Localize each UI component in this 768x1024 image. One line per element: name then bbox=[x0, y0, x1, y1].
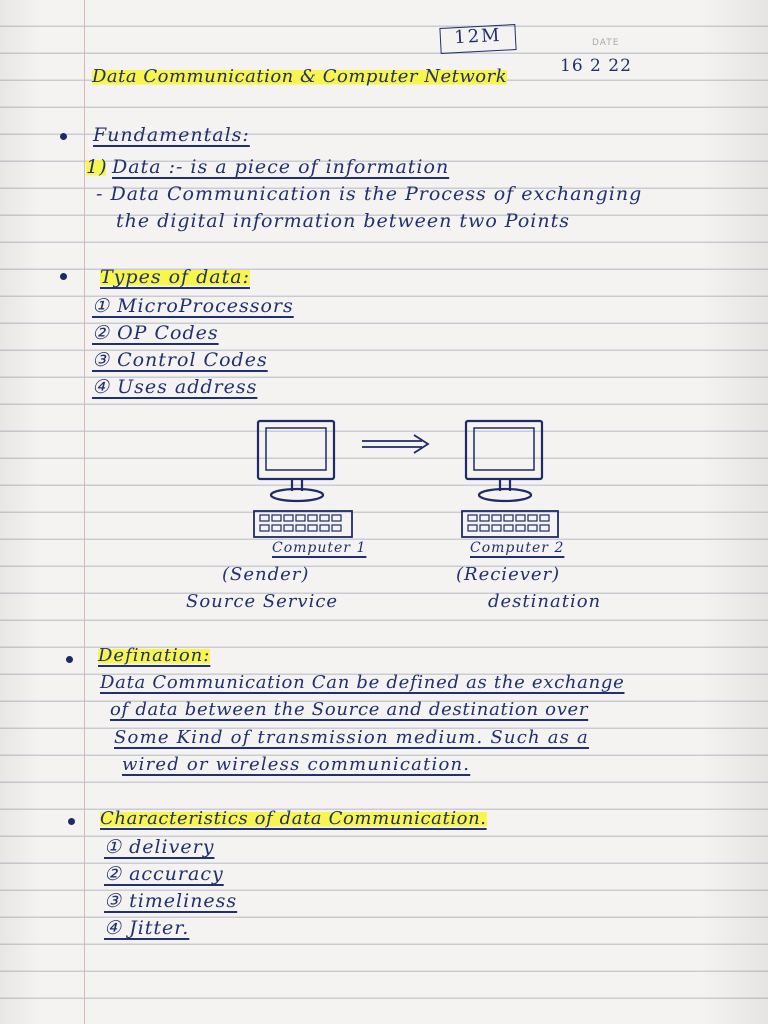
computer-2-label: Computer 2 bbox=[470, 540, 565, 556]
data-definition: Data :- is a piece of information bbox=[112, 156, 450, 178]
definition-line: Some Kind of transmission medium. Such as a bbox=[114, 727, 589, 748]
fundamentals-desc-2: the digital information between two Points bbox=[116, 210, 570, 232]
definition-line: wired or wireless communication. bbox=[122, 754, 471, 775]
fundamentals-heading: Fundamentals: bbox=[93, 124, 250, 146]
characteristics-item: ② accuracy bbox=[104, 863, 224, 885]
characteristics-item: ① delivery bbox=[104, 836, 215, 858]
characteristics-item: ④ Jitter. bbox=[104, 917, 190, 939]
receiver-label: (Reciever) bbox=[456, 564, 561, 585]
bullet bbox=[66, 656, 73, 663]
network-diagram bbox=[240, 415, 570, 545]
bullet bbox=[60, 273, 67, 280]
source-label: Source Service bbox=[186, 591, 339, 612]
computer-1-label: Computer 1 bbox=[272, 540, 367, 556]
sender-label: (Sender) bbox=[222, 564, 310, 585]
item-number: 1) bbox=[86, 156, 108, 178]
computer-2-icon bbox=[462, 421, 558, 537]
definition-line: Data Communication Can be defined as the exchange bbox=[100, 672, 625, 693]
margin-line bbox=[84, 0, 85, 1024]
types-heading: Types of data: bbox=[100, 266, 250, 288]
types-item: ② OP Codes bbox=[92, 322, 219, 344]
types-item: ④ Uses address bbox=[92, 376, 258, 398]
characteristics-item: ③ timeliness bbox=[104, 890, 238, 912]
types-item: ③ Control Codes bbox=[92, 349, 268, 371]
bullet bbox=[60, 133, 67, 140]
page-number: 12M bbox=[453, 24, 503, 49]
definition-line: of data between the Source and destination over bbox=[110, 699, 589, 720]
characteristics-heading: Characteristics of data Communication. bbox=[100, 808, 487, 829]
types-item: ① MicroProcessors bbox=[92, 295, 294, 317]
computer-1-icon bbox=[254, 421, 352, 537]
destination-label: destination bbox=[488, 591, 602, 612]
date-label: DATE bbox=[592, 38, 620, 48]
bullet bbox=[68, 818, 75, 825]
page-number-box bbox=[439, 24, 516, 54]
page-title: Data Communication & Computer Network bbox=[92, 66, 508, 87]
fundamentals-desc-1: - Data Communication is the Process of exchanging bbox=[96, 183, 643, 205]
arrow-right-icon bbox=[362, 435, 428, 453]
date: 16 2 22 bbox=[560, 56, 632, 76]
definition-heading: Defination: bbox=[98, 645, 211, 666]
